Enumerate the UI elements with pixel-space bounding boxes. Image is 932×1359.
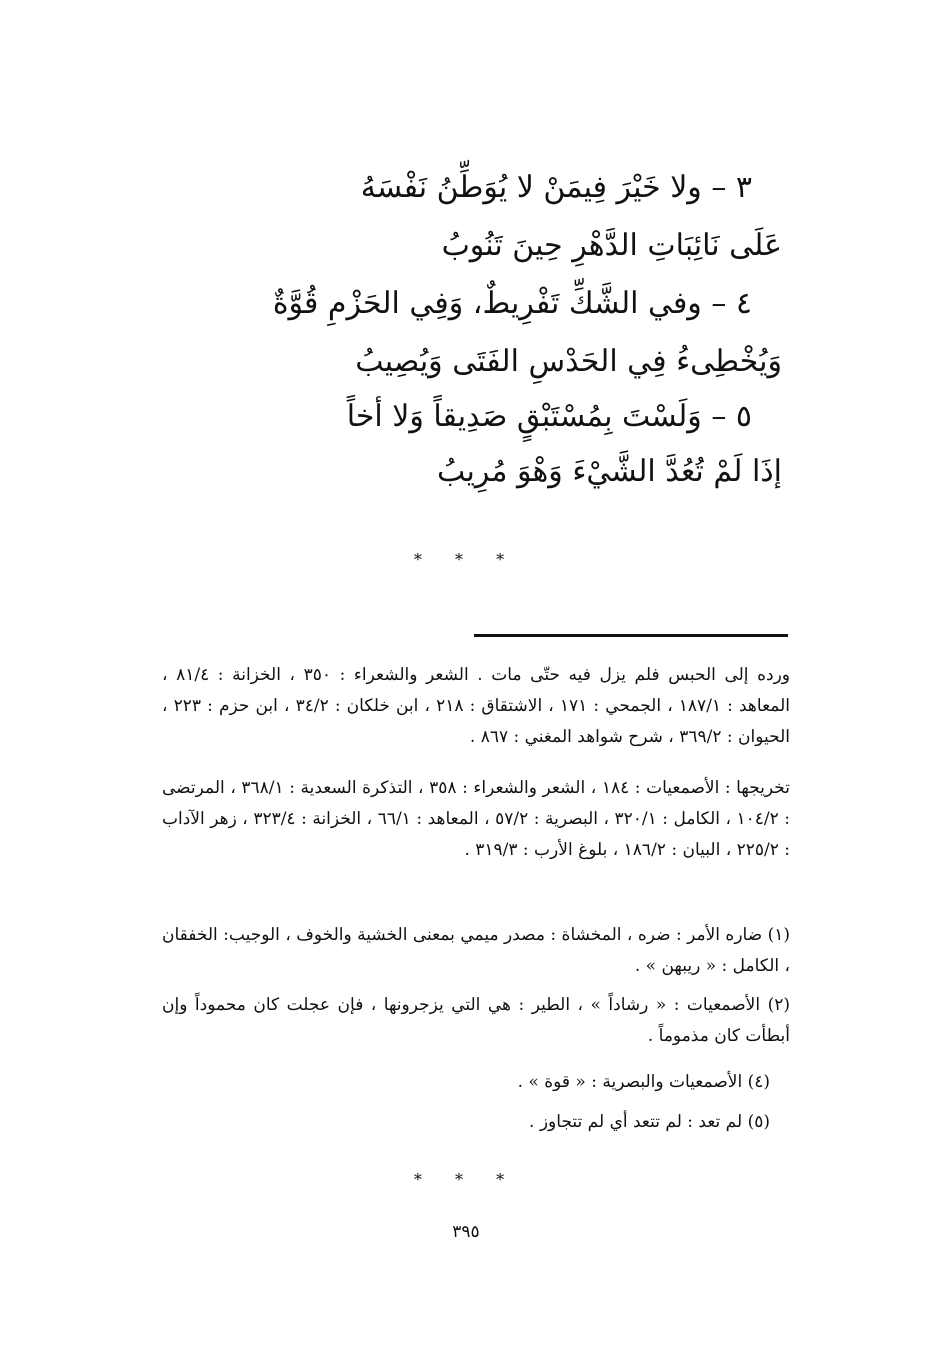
section-separator-bottom: * * * [413, 1170, 519, 1189]
verse-3-second-hemistich: عَلَى نَائِبَاتِ الدَّهْرِ حِينَ تَنُوبُ [441, 228, 782, 263]
footnote-5: (٥) لم تعد : لم تتعد أي لم تتجاوز . [529, 1112, 770, 1132]
footnote-2: (٢) الأصمعيات : « رشاداً » ، الطير : هي التي يزجرونها ، فإن عجلت كان محموداً وإن أبطأت كان مذموماً . [162, 995, 790, 1046]
verse-5-second-hemistich: إذَا لَمْ تُعُدَّ الشَّيْءَ وَهْوَ مُرِيبُ [437, 454, 782, 489]
verse-4-first-hemistich: ٤ – وفي الشَّكِّ تَفْرِيطٌ، وَفِي الحَزْمِ قُوَّةٌ [272, 286, 752, 321]
footnote-rule [474, 634, 788, 637]
footnote-sources: ورده إلى الحبس فلم يزل فيه حتّى مات . الشعر والشعراء : ٣٥٠ ، الخزانة : ٨١/٤ ، المعاهد : ١٨٧/١ ، الجمحي : ١٧١ ، الاشتقاق : ٢١٨ ، ابن خلكان : ٣٤/٢ ، ابن حزم : ٢٢٣ ، الحيوان : ٣٦٩/٢ ، شرح شواهد المغني : ٨٦٧ . [162, 665, 791, 747]
page-number: ٣٩٥ [452, 1222, 480, 1242]
footnote-1: (١) ضاره الأمر : ضره ، المخشاة : مصدر ميمي بمعنى الخشية والخوف ، الوجيب: الخفقان ، الكامل : « ريبهن » . [162, 925, 790, 976]
verse-4-second-hemistich: وَيُخْطِىءُ فِي الحَدْسِ الفَتَى وَيُصِيبُ [355, 344, 782, 379]
section-separator-top: * * * [413, 550, 519, 569]
verse-3-first-hemistich: ٣ – ولا خَيْرَ فِيمَنْ لا يُوَطِّنُ نَفْسَهُ [360, 170, 752, 205]
footnote-4: (٤) الأصمعيات والبصرية : « قوة » . [517, 1072, 770, 1092]
footnote-takhrij: تخريجها : الأصمعيات : ١٨٤ ، الشعر والشعراء : ٣٥٨ ، التذكرة السعدية : ٣٦٨/١ ، المرتضى : ١٠٤/٢ ، الكامل : ٣٢٠/١ ، البصرية : ٥٧/٢ ، المعاهد : ٦٦/١ ، الخزانة : ٣٢٣/٤ ، زهر الآداب : ٢٢٥/٢ ، البيان : ١٨٦/٢ ، بلوغ الأرب : ٣١٩/٣ . [162, 778, 791, 860]
verse-5-first-hemistich: ٥ – وَلَسْتَ بِمُسْتَبْقٍ صَدِيقاً وَلا أخاً [346, 399, 752, 434]
